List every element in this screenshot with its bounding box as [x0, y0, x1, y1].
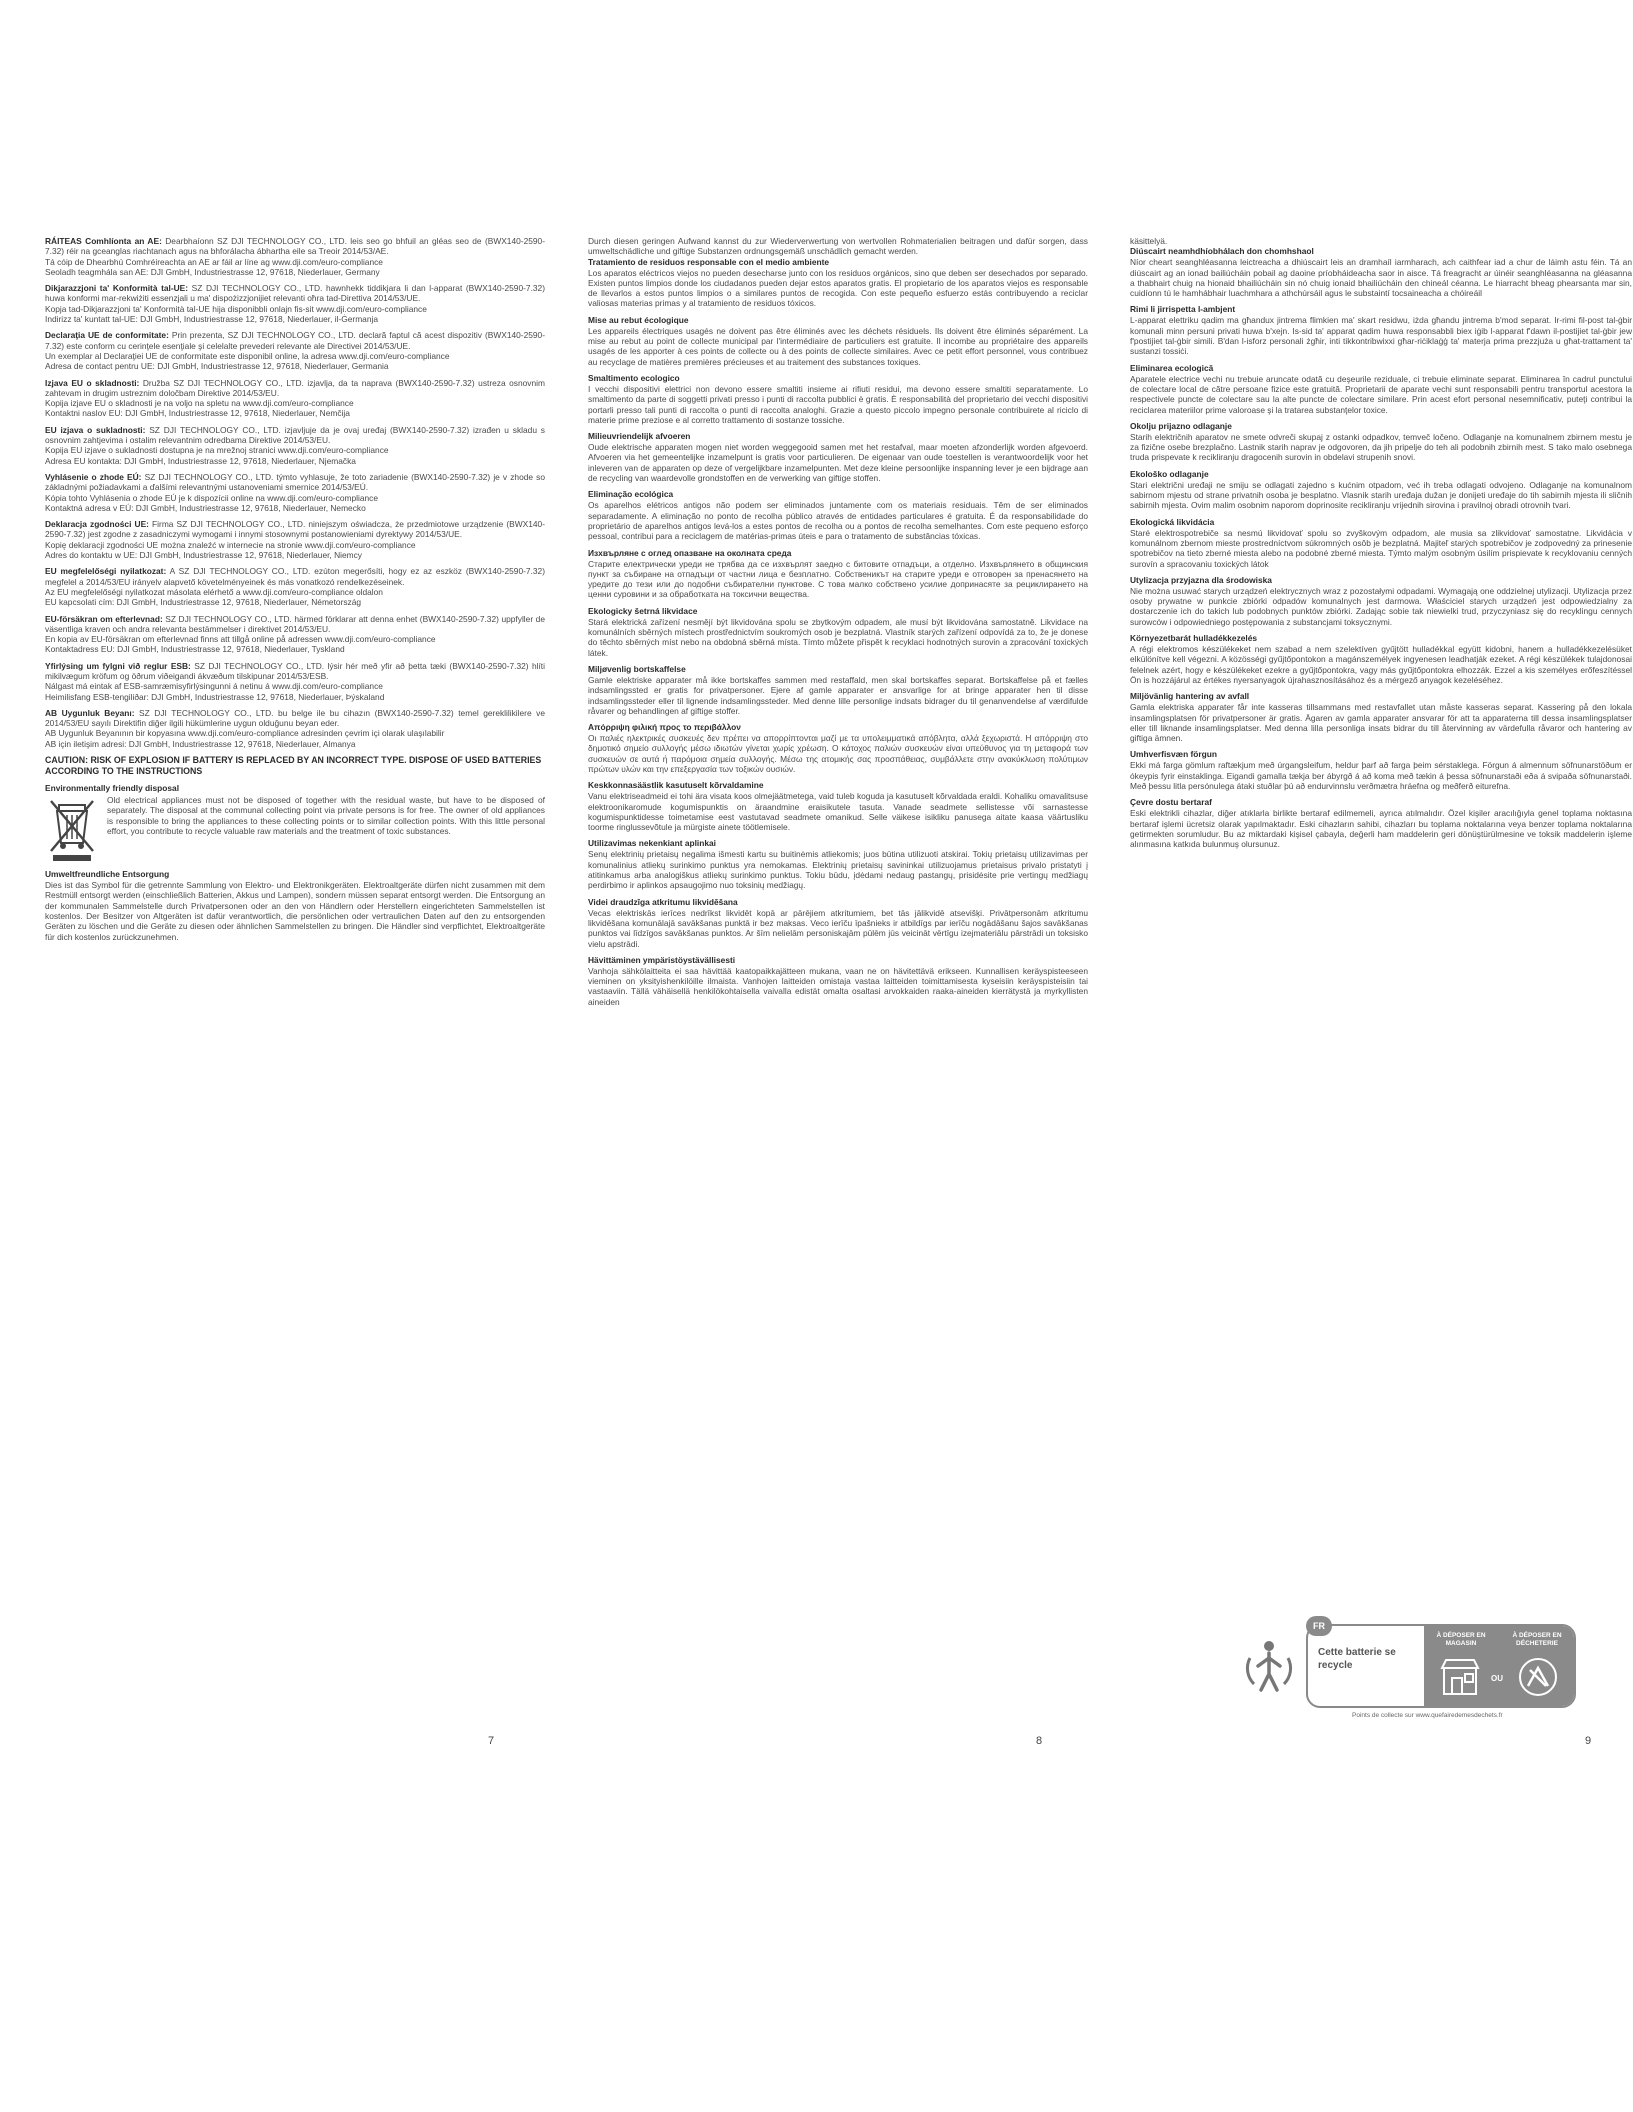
section-4	[1130, 421, 1632, 463]
section-title: Diúscairt neamhdhíobhálach don chomhshaol	[1130, 246, 1314, 257]
section-3	[588, 373, 1088, 425]
or-label: OU	[1491, 1674, 1503, 1683]
section-11	[1130, 797, 1632, 849]
section-body: Stari električni uređaji ne smiju se odlagati zajedno s kućnim otpadom, već ih treba odlagati odvojeno. Odlaganje na komunalnom sabirnom mjestu od strane privatnih osoba je besplatno. Vlasnik starih uređaja dužan je donijeti uređaje do tih sabirnih mjesta ili sličnih sabirnih mjesta. Ovim malim osobnim naporom doprinosite recikliranju vrijednih sirovina i pravilnoj obradi otrovnih tvari.	[1130, 479, 1632, 511]
section-lead: EU megfelelőségi nyilatkozat:	[45, 566, 167, 577]
section-body: Los aparatos eléctricos viejos no pueden desecharse junto con los residuos orgánicos, sino que deben ser desechados por separado. Existen puntos limpios donde los ciudadanos pueden dejar estos aparatos gratis. El propietario de los aparatos viejos es responsable de llevarlos a estos puntos limpios o a similares puntos de recogida. Con este pequeño esfuerzo estás contribuyendo a reciclar valiosas materias primas y al tratamiento de residuos tóxicos.	[588, 267, 1088, 309]
section-body: Les appareils électriques usagés ne doivent pas être éliminés avec les déchets résiduels. Ils doivent être éliminés séparément. La mise au rebut au point de collecte municipal par l'intermédiaire de particuliers est gratuite. Il incombe au propriétaire des appareils usagés de les apporter à ces points de collecte ou à des points de collecte similaires. Avec ce petit effort personnel, vous contribuez au recyclage de matières premières précieuses et au traitement des substances toxiques.	[588, 325, 1088, 367]
section-5	[1130, 469, 1632, 511]
page-9	[1130, 236, 1632, 855]
declarations-list	[45, 236, 545, 749]
section-body: Nie można usuwać starych urządzeń elektrycznych wraz z pozostałymi odpadami. Wymagają one oddzielnej utylizacji. Utylizacja przez osoby prywatne w punkcie zbiórki odpadów komunalnych jest darmowa. Właściciel starych urządzeń jest odpowiedzialny za dostarczenie ich do takich lub podobnych punktów zbiórki. Zadając sobie tak niewielki trud, przyczyniasz się do recyklingu cennych surowców i odpowiedniego postępowania z substancjami toksycznymi.	[1130, 585, 1632, 627]
section-lead: EU izjava o sukladnosti:	[45, 424, 146, 435]
page-number-7: 7	[488, 1735, 495, 1747]
section-body: A SZ DJI TECHNOLOGY CO., LTD. ezúton megerősíti, hogy ez az eszköz (BWX140-2590-7.32) megfelel a 2014/53/EU irányelv alapvető követelményeinek és más vonatkozó rendelkezéseinek. Az EU megfelelőségi nyilatkozat másolata elérhető a www.dji.com/euro-compliance oldalon EU kapcsolati cím: DJI GmbH, Industriestrasse 12, 97618, Niederlauer, Németország	[45, 566, 545, 608]
section-5	[45, 425, 545, 466]
section-title: Ekološko odlaganje	[1130, 468, 1209, 479]
section-title: Eliminação ecológica	[588, 489, 674, 500]
section-body: Dearbhaíonn SZ DJI TECHNOLOGY CO., LTD. leis seo go bhfuil an gléas seo de (BWX140-2590-7.32) réir na gceanglas riachtanach agus na bhforálacha ábhartha eile sa Treoir 2014/53/AE. Tá cóip de Dhearbhú Comhréireachta an AE ar fáil ar líne ag www.dji.com/euro-compliance Seoladh teagmhála san AE: DJI GmbH, Industriestrasse 12, 97618, Niederlauer, Germany	[45, 236, 545, 277]
section-body: Prin prezenta, SZ DJI TECHNOLOGY CO., LTD. declară faptul că acest dispozitiv (BWX140-2590-7.32) este conform cu cerinţele esenţiale şi celelalte prevederi relevante ale Directivei 2014/53/UE. Un exemplar al Declaraţiei UE de conformitate este disponibil online, la adresa www.dji.com/euro-compliance Adresa de contact pentru UE: DJI GmbH, Industriestrasse 12, 97618, Niederlauer, Germania	[45, 330, 546, 372]
section-title: Çevre dostu bertaraf	[1130, 797, 1212, 808]
section-body: Níor cheart seanghléasanna leictreacha a dhiúscairt leis an dramhaíl iarmharach, ach caithfear iad a chur de láimh astu féin. Tá an diúscairt ag an ionad bailiúcháin pobail ag daoine príobháideacha saor in aisce. Tá freagracht ar úinéir seanghléasanna na gléasanna a thabhairt chuig na hionaid bhailiúcháin sin nó chuig ionaid bhailiúcháin den chineál céanna. Le hiarracht bheag phearsanta mar sin, cuidíonn tú le hamhábhair luachmhara a athchúrsáil agus le substaintí tocsaineacha a chóireáil	[1130, 257, 1632, 299]
section-text	[45, 519, 545, 560]
section-title: Mise au rebut écologique	[588, 314, 689, 325]
section-text	[45, 425, 545, 466]
section-title: Hävittäminen ympäristöystävällisesti	[588, 954, 736, 965]
env-disposal-section	[45, 783, 545, 863]
section-2	[1130, 304, 1632, 356]
env-disposal-text: Old electrical appliances must not be disposed of together with the residual waste, but have to be disposed of separately. The disposal at the communal collecting point via private persons is for free. The owner of old appliances is responsible to bring the appliances to these collecting points or to similar collection points. With this little personal effort, you contribute to recycle valuable raw materials and the treatment of toxic substances.	[107, 795, 545, 836]
section-1	[588, 257, 1088, 309]
section-12	[588, 897, 1088, 949]
section-lead: AB Uygunluk Beyanı:	[45, 707, 135, 718]
section-text	[45, 614, 545, 655]
section-title: Smaltimento ecologico	[588, 372, 680, 383]
section-6	[588, 548, 1088, 600]
section-body: SZ DJI TECHNOLOGY CO., LTD. izjavljuje da je ovaj uređaj (BWX140-2590-7.32) izrađen u skladu s osnovnim zahtjevima i ostalim relevantnim odredbama Direktive 2014/53/EU. Kopija EU izjave o sukladnosti dostupna je na mrežnoj stranici www.dji.com/euro-compliance Adresa EU kontakta: DJI GmbH, Industriestrasse 12, 97618, Niederlauer, Njemačka	[45, 424, 545, 466]
section-6	[1130, 517, 1632, 569]
section-body: Senų elektrinių prietaisų negalima išmesti kartu su buitinėmis atliekomis; juos būtina utilizuoti atskirai. Tokių prietaisų utilizavimas per komunalinius atliekų surinkimo punktus yra nemokamas. Elektrinių prietaisų savininkai utilizuojamus prietaisus privalo pristatyti į atitinkamus arba analogiškus atliekų surinkimo punktus. Tokiu būdu, įdėdami nedaug pastangų, prisidėsite prie vertingų medžiagų perdirbimo ir aplinkos apsaugojimo nuo toksinių medžiagų.	[588, 849, 1088, 891]
section-body: Staré elektrospotrebiče sa nesmú likvidovať spolu so zvyškovým odpadom, ale musia sa zlikvidovať samostatne. Likvidácia v komunálnom zbernom mieste prostredníctvom súkromných osôb je bezplatná. Majiteľ starých spotrebičov je zodpovedný za prinesenie spotrebičov na tieto zberné miesta alebo na podobné zberné miesta. Týmto malým osobným úsilím prispievate k recyklovaniu cenných surovín a spracovaniu toxických látok	[1130, 527, 1632, 569]
deposit-options	[1424, 1626, 1574, 1706]
section-13	[588, 955, 1088, 1007]
section-body: Eski elektrikli cihazlar, diğer atıklarla birlikte bertaraf edilmemeli, ayrıca atılmalıdır. Özel kişiler aracılığıyla genel toplama noktasına bertaraf işlemi ücretsiz olarak yapılmaktadır. Eski cihazların sahibi, cihazları bu toplama noktalarına veya benzer toplama noktalarına getirmekten sorumludur. Bu az miktardaki kişisel çabayla, değerli ham maddelerin geri dönüştürülmesine ve toksik maddelerin işleme alınmasına katkıda bulunmuş olursunuz.	[1130, 808, 1632, 850]
section-title: Miljøvenlig bortskaffelse	[588, 663, 686, 674]
section-body: SZ DJI TECHNOLOGY CO., LTD. härmed förklarar att denna enhet (BWX140-2590-7.32) uppfyller de väsentliga kraven och andra relevanta bestämmelser i direktivet 2014/53/EU. En kopia av EU-försäkran om efterlevnad finns att tillgå online på adressen www.dji.com/euro-compliance Kontaktadress EU: DJI GmbH, Industriestrasse 12, 97618, Niederlauer, Tyskland	[45, 613, 545, 655]
section-7	[45, 519, 545, 560]
page-7	[45, 236, 545, 948]
section-text	[45, 472, 545, 513]
battery-caution: CAUTION: RISK OF EXPLOSION IF BATTERY IS REPLACED BY AN INCORRECT TYPE. DISPOSE OF USED BATTERIES ACCORDING TO THE INSTRUCTIONS	[45, 755, 542, 777]
section-body: Aparatele electrice vechi nu trebuie aruncate odată cu deşeurile reziduale, ci trebuie eliminate separat. Eliminarea în cadrul punctului de colectare local de către persoane fizice este gratuită. Proprietarii de aparate vechi sunt responsabili pentru transportul acestora la respectivele puncte de colectare sau la alte puncte de colectare similare. Prin acest efort personal nesemnificativ, puteţi contribui la reciclarea materiilor prime valoroase şi la tratarea substanţelor toxice.	[1130, 373, 1632, 415]
section-6	[45, 472, 545, 513]
section-4	[588, 431, 1088, 483]
section-body: L-apparat elettriku qadim ma għandux jintrema flimkien ma' skart residwu, iżda għandu jintrema b'mod separat. Ir-rimi fil-post tal-ġbir komunali minn persuni privati huwa b'xejn. Is-sid ta' apparat qadim huwa responsabbli biex iġib l-apparat f'dawn il-postijiet tal-ġbir jew f'postijiet tal-ġbir simili. B'dan l-isforz personali żgħir, inti tikkontribwixxi għar-riċiklaġġ ta' materja prima prezzjuża u għat-trattament ta' sustanzi tossiċi.	[1130, 315, 1632, 357]
section-lead: Izjava EU o skladnosti:	[45, 377, 140, 388]
section-title: Okolju prijazno odlaganje	[1130, 420, 1232, 431]
disposal-sections-page9	[1130, 246, 1632, 849]
section-11	[588, 838, 1088, 890]
section-title: Απόρριψη φιλική προς το περιβάλλον	[588, 722, 741, 733]
section-title: Rimi li jirrispetta l-ambjent	[1130, 304, 1236, 315]
section-title: Ekologická likvidácia	[1130, 516, 1215, 527]
section-10	[45, 661, 545, 702]
section-body: Vanu elektriseadmeid ei tohi ära visata koos olmejäätmetega, vaid tuleb koguda ja kasutuselt kõrvaldada eraldi. Kohaliku omavalitsuse elektroonikaromude kogumispunktis on äraandmine eraisikutele tasuta. Vanade seadmete sellistesse või sarnastesse kogumispunktidesse toimetamise eest vastutavad seadmete omanikud. Selle väikese isikliku panusega aitate kaasa väärtusliku toorme ringlussevõtule ja mürgiste ainete töötlemisele.	[588, 791, 1088, 833]
section-title: Ekologicky šetrná likvidace	[588, 605, 698, 616]
section-lead: Vyhlásenie o zhode EÚ:	[45, 471, 142, 482]
umwelt-title: Umweltfreundliche Entsorgung	[45, 869, 170, 880]
recycle-info-box	[1306, 1621, 1576, 1708]
section-text	[45, 378, 545, 419]
section-8	[1130, 633, 1632, 685]
section-lead: RÁITEAS Comhlíonta an AE:	[45, 236, 162, 246]
deposit-dump-label: À DÉPOSER EN DÉCHETERIE	[1512, 1632, 1562, 1647]
section-title: Utilizavimas nekenkiant aplinkai	[588, 838, 717, 849]
section-lead: Declaraţia UE de conformitate:	[45, 330, 169, 341]
section-9	[1130, 691, 1632, 743]
section-text	[45, 661, 545, 702]
section-text	[45, 236, 545, 277]
section-title: Videi draudzīga atkritumu likvidēšana	[588, 896, 738, 907]
section-body: Οι παλιές ηλεκτρικές συσκευές δεν πρέπει να απορρίπτονται μαζί με τα υπολειμματικά απόβλητα, αλλά ξεχωριστά. Η απόρριψη στο δημοτικό σημείο συλλογής μέσω ιδιωτών γίνεται χωρίς χρέωση. Ο κάτοχος παλιών συσκευών είναι υπεύθυνος για τη μεταφορά των συσκευών σε αυτά ή παρόμοια σημεία συλλογής. Μέσω της ατομικής σας προσπάθειας, συμβάλλετε στην ανακύκλωση πολύτιμων πρώτων υλών και την επεξεργασία των τοξικών ουσιών.	[588, 733, 1088, 774]
section-body: Gamle elektriske apparater må ikke bortskaffes sammen med restaffald, men skal bortskaffes separat. Bortskaffelse på et fælles indsamlingssted er gratis for privatpersoner. Ejere af gamle apparater er ansvarlige for at bringe apparater hen til disse indsamlingssteder eller til lignende indsamlingssteder. Med denne lille personlige indsats bidrager du til genanvendelse af værdifulde råvarer og behandlingen af giftige stoffer.	[588, 674, 1088, 716]
disposal-sections-page8	[588, 257, 1088, 1007]
deposit-store-label: À DÉPOSER EN MAGASIN	[1436, 1632, 1486, 1647]
section-body: SZ DJI TECHNOLOGY CO., LTD. hawnhekk tiddikjara li dan l-apparat (BWX140-2590-7.32) huwa konformi mar-rekwiżiti essenzjali u ma' dispożizzjonijiet relevanti oħra tad-Direttiva 2014/53/UE. Kopja tad-Dikjarazzjoni ta' Konformità tal-UE hija disponibbli onlajn fis-sit www.dji.com/euro-compliance Indirizz ta' kuntatt tal-UE: DJI GmbH, Industriestrasse 12, 97618, Niederlauer, il-Ġermanja	[45, 283, 546, 325]
recycling-center-icon	[1516, 1656, 1560, 1698]
page8-intro: Durch diesen geringen Aufwand kannst du zur Wiederverwertung von wertvollen Rohmaterialien beitragen und dafür sorgen, dass umweltschädliche und giftige Substanzen ordnungsgemäß unschädlich gemacht werden.	[588, 236, 1088, 257]
section-9	[588, 722, 1088, 774]
section-2	[45, 283, 545, 324]
section-title: Keskkonnasäästlik kasutuselt kõrvaldamine	[588, 780, 764, 791]
collection-points-url: Points de collecte sur www.quefairedemesdechets.fr	[1352, 1712, 1503, 1719]
page-number-8: 8	[1036, 1735, 1043, 1747]
section-body: Firma SZ DJI TECHNOLOGY CO., LTD. niniejszym oświadcza, że przedmiotowe urządzenie (BWX140-2590-7.32) jest zgodne z zasadniczymi wymogami i innymi stosownymi postanowieniami dyrektywy 2014/53/UE. Kopię deklaracji zgodności UE można znaleźć w internecie na stronie www.dji.com/euro-compliance Adres do kontaktu w UE: DJI GmbH, Industriestrasse 12, 97618, Niederlauer, Niemcy	[45, 519, 545, 561]
section-lead: Dikjarazzjoni ta' Konformità tal-UE:	[45, 283, 189, 294]
section-title: Eliminarea ecologică	[1130, 362, 1214, 373]
page9-intro: käsittelyä.	[1130, 236, 1168, 246]
section-title: Изхвърляне с оглед опазване на околната среда	[588, 547, 792, 558]
umwelt-text: Dies ist das Symbol für die getrennte Sammlung von Elektro- und Elektronikgeräten. Elektroaltgeräte dürfen nicht zusammen mit dem Restmüll entsorgt werden (einschließlich Batterien, Akkus und Lampen), sondern müssen separat entsorgt werden. Die Entsorgung an der kommunalen Sammelstelle durch Privatpersonen oder an den von Händlern oder Herstellern eingerichteten Sammelstellen ist kostenlos. Der Besitzer von Altgeräten ist dafür verantwortlich, die persönlichen oder vertraulichen Daten auf den zu entsorgenden Geräten zu löschen und die Geräte zu diesen oder ähnlichen Sammelstellen zu bringen. Die Händler sind verpflichtet, Elektroaltgeräte für dich kostenlos zurückzunehmen.	[45, 880, 545, 942]
section-2	[588, 315, 1088, 367]
section-8	[588, 664, 1088, 716]
section-body: Stará elektrická zařízení nesmějí být likvidována spolu se zbytkovým odpadem, ale musí být likvidována samostatně. Likvidace na komunálních sběrných místech prostřednictvím soukromých osob je bezplatná. Vlastník starých zařízení odpovídá za to, že je donese do těchto sběrných míst nebo na obdobná sběrná místa. Tímto můžete přispět k recyklaci hodnotných surovin a zpracování toxických látek.	[588, 616, 1088, 658]
section-title: Utylizacja przyjazna dla środowiska	[1130, 574, 1272, 585]
section-7	[1130, 575, 1632, 627]
section-8	[45, 566, 545, 607]
shop-icon	[1438, 1656, 1482, 1698]
section-lead: Deklaracja zgodności UE:	[45, 519, 149, 530]
section-3	[1130, 363, 1632, 415]
umwelt-section	[45, 869, 545, 942]
section-text	[45, 566, 545, 607]
section-text	[45, 283, 545, 324]
section-11	[45, 708, 545, 749]
section-4	[45, 378, 545, 419]
section-body: Старите електрически уреди не трябва да се изхвърлят заедно с битовите отпадъци, а отделно. Изхвърлянето в общинския пункт за събиране на отпадъци от частни лица е безплатно. Собственикът на старите уреди е отговорен за пренасянето на уредите до тези или до подобни събирателни пунктове. С това малко собствено усилие допринасяте за рециклирането на ценни суровини и за обработката на токсични вещества.	[588, 558, 1088, 600]
section-body: Ekki má farga gömlum raftækjum með úrgangsleifum, heldur þarf að farga þeim sérstaklega. Förgun á almennum söfnunarstöðum er ókeypis fyrir einstaklinga. Eigandi gamalla tækja ber ábyrgð á að koma með tækin á þessa söfnunarstaði eða á svipaða söfnunarstaði. Með þessu litla persónulega átaki stuðlar þú að endurvinnslu verðmætra hráefna og meðferð eiturefna.	[1130, 760, 1632, 791]
section-10	[588, 780, 1088, 832]
section-title: Milieuvriendelijk afvoeren	[588, 431, 691, 442]
section-lead: Yfirlýsing um fylgni við reglur ESB:	[45, 660, 191, 671]
section-body: Gamla elektriska apparater får inte kasseras tillsammans med restavfallet utan måste kasseras separat. Kassering på den lokala insamlingsplatsen för privatpersoner är gratis. Ägaren av gamla apparater ansvarar för att ta apparaterna till dessa insamlingsplatser eller till liknande insamlingsplatser. Med denna lilla personliga insats bidrar du till återvinning av värdefulla råvaror och hantering av giftiga ämnen.	[1130, 702, 1632, 744]
section-body: Vanhoja sähkölaitteita ei saa hävittää kaatopaikkajätteen mukana, vaan ne on hävitettävä erikseen. Kunnallisen keräyspisteeseen vieminen on yksityishenkilöille ilmaista. Vanhojen laitteiden omistaja vastaa laitteiden toimittamisesta kyseisiin keräyspisteisiin tai vastaaviin. Tällä vähäisellä henkilökohtaisella vaivalla edistät omalta osaltasi arvokkaiden raaka-aineiden kierrätystä ja myrkyllisten aineiden	[588, 965, 1088, 1007]
fr-badge: FR	[1306, 1616, 1332, 1636]
section-text	[45, 330, 545, 371]
section-body: Oude elektrische apparaten mogen niet worden weggegooid samen met het restafval, maar moeten afzonderlijk worden afgevoerd. Afvoeren via het gemeentelijke inzamelpunt is gratis voor particulieren. De eigenaar van oude toestellen is verantwoordelijk voor het inleveren van de apparaten op deze of vergelijkbare inzamelpunten. Met deze kleine persoonlijke inspanning lever je een bijdrage aan de recycling van waardevolle grondstoffen en de verwerking van giftige stoffen.	[588, 442, 1088, 484]
section-1	[45, 236, 545, 277]
section-3	[45, 330, 545, 371]
section-body: Starih električnih aparatov ne smete odvreči skupaj z ostanki odpadkov, temveč ločeno. Odlaganje na komunalnem zbirnem mestu je za fizične osebe brezplačno. Lastnik starih naprav je odgovoren, da jih pripelje do teh ali podobnih zbirnih mest. S tako malo osebnega truda prispevate k recikliranju dragocenih surovin in obdelavi strupenih snovi.	[1130, 431, 1632, 463]
section-text	[45, 708, 545, 749]
section-title: Miljövänlig hantering av avfall	[1130, 691, 1250, 702]
french-recycling-label	[1244, 1620, 1572, 1710]
section-1	[1130, 246, 1632, 298]
section-5	[588, 489, 1088, 541]
env-disposal-title: Environmentally friendly disposal	[45, 783, 180, 794]
section-body: SZ DJI TECHNOLOGY CO., LTD. bu belge ile bu cihazın (BWX140-2590-7.32) temel gereklilikilere ve 2014/53/EU sayılı Direktifin diğer ilgili hükümlerine uygun olduğunu beyan eder. AB Uygunluk Beyanının bir kopyasına www.dji.com/euro-compliance adresinden çevrim içi olarak ulaşılabilir AB için iletişim adresi: DJI GmbH, Industriestrasse 12, 97618, Niederlauer, Almanya	[45, 707, 545, 749]
section-body: SZ DJI TECHNOLOGY CO., LTD. týmto vyhlasuje, že toto zariadenie (BWX140-2590-7.32) je v zhode so základnými požiadavkami a ďalšími relevantnými ustanoveniami smernice 2014/53/EÚ. Kópia tohto Vyhlásenia o zhode EÚ je k dispozícii online na www.dji.com/euro-compliance Kontaktná adresa v EÚ: DJI GmbH, Industriestrasse 12, 97618, Niederlauer, Nemecko	[45, 471, 545, 513]
section-body: A régi elektromos készülékeket nem szabad a nem szelektíven gyűjtött hulladékkal együtt kidobni, hanem a hulladékkezelésüket elkülönítve kell végezni. A közösségi gyűjtőpontokon a magánszemélyek ingyenesen leadhatják ezeket. A régi készülékek tulajdonosai felelnek azért, hogy e készülékeket ezekre a gyűjtőpontokra, vagy más gyűjtőpontokra elhozzák. Ezzel a kis személyes erőfeszítéssel Ön is hozzájárul az értékes nyersanyagok újrahasznosításához és a mérgező anyagok kezeléséhez.	[1130, 644, 1632, 685]
section-7	[588, 606, 1088, 658]
weee-crossed-bin-icon	[45, 795, 99, 863]
section-lead: EU-försäkran om efterlevnad:	[45, 613, 163, 624]
section-10	[1130, 749, 1632, 791]
section-body: Vecas elektriskās ierīces nedrīkst likvidēt kopā ar pārējiem atkritumiem, bet tās jālikvidē atsevišķi. Privātpersonām atkritumu likvidēšana komunālajā savākšanas punktā ir bez maksas. Veco ierīču īpašnieks ir atbildīgs par ierīču nogādāšanu šajos savākšanas punktos vai līdzīgos savākšanas punktos. Ar šīm nelielām personiskajām pūlēm jūs veicināt vērtīgu izejmateriālu pārstrādi un toksisko vielu apstrādi.	[588, 907, 1088, 949]
section-title: Tratamiento de residuos responsable con el medio ambiente	[588, 256, 830, 267]
page-number-9: 9	[1585, 1735, 1592, 1747]
section-title: Környezetbarát hulladékkezelés	[1130, 633, 1258, 644]
section-body: SZ DJI TECHNOLOGY CO., LTD. lýsir hér með yfir að þetta tæki (BWX140-2590-7.32) hlíti mikilvægum kröfum og öðrum viðeigandi ákvæðum tilskipunar 2014/53/ESB. Nálgast má eintak af ESB-samræmisyfirlýsingunni á netinu á www.dji.com/euro-compliance Heimilisfang ESB-tengiliðar: DJI GmbH, Industriestrasse 12, 97618, Niederlauer, Þýskaland	[45, 660, 545, 702]
triman-icon	[1244, 1636, 1294, 1696]
section-body: Družba SZ DJI TECHNOLOGY CO., LTD. izjavlja, da ta naprava (BWX140-2590-7.32) ustreza osnovnim zahtevam in drugim ustreznim določbam Direktive 2014/53/EU. Kopija izjave EU o skladnosti je na voljo na spletu na www.dji.com/euro-compliance Kontaktni naslov EU: DJI GmbH, Industriestrasse 12, 97618, Niederlauer, Nemčija	[45, 377, 545, 419]
battery-recycle-text: Cette batterie se recycle	[1318, 1647, 1396, 1671]
section-9	[45, 614, 545, 655]
section-body: I vecchi dispositivi elettrici non devono essere smaltiti insieme ai rifiuti residui, ma devono essere smaltiti separatamente. Lo smaltimento da parte di soggetti privati presso i punti di raccolta pubblici è gratis. È responsabilità del proprietario dei vecchi dispositivi portarli presso tali punti di raccolta o punti di raccolta analoghi. Grazie a questo piccolo impegno personale contribuirete al riciclo di materie prime preziose e al corretto trattamento di sostanze tossiche.	[588, 383, 1088, 425]
section-body: Os aparelhos elétricos antigos não podem ser eliminados juntamente com os materiais residuais. Têm de ser eliminados separadamente. A eliminação no ponto de recolha público através de entidades particulares é gratuita. É da responsabilidade do proprietário de aparelhos antigos levá-los a estes pontos de recolha ou a pontos de recolha semelhantes. Com este pequeno esforço pessoal, contribui para a reciclagem de matérias-primas úteis e para o tratamento de substâncias tóxicas.	[588, 500, 1088, 542]
page-8	[588, 236, 1088, 1013]
section-title: Umhverfisvæn förgun	[1130, 749, 1218, 760]
